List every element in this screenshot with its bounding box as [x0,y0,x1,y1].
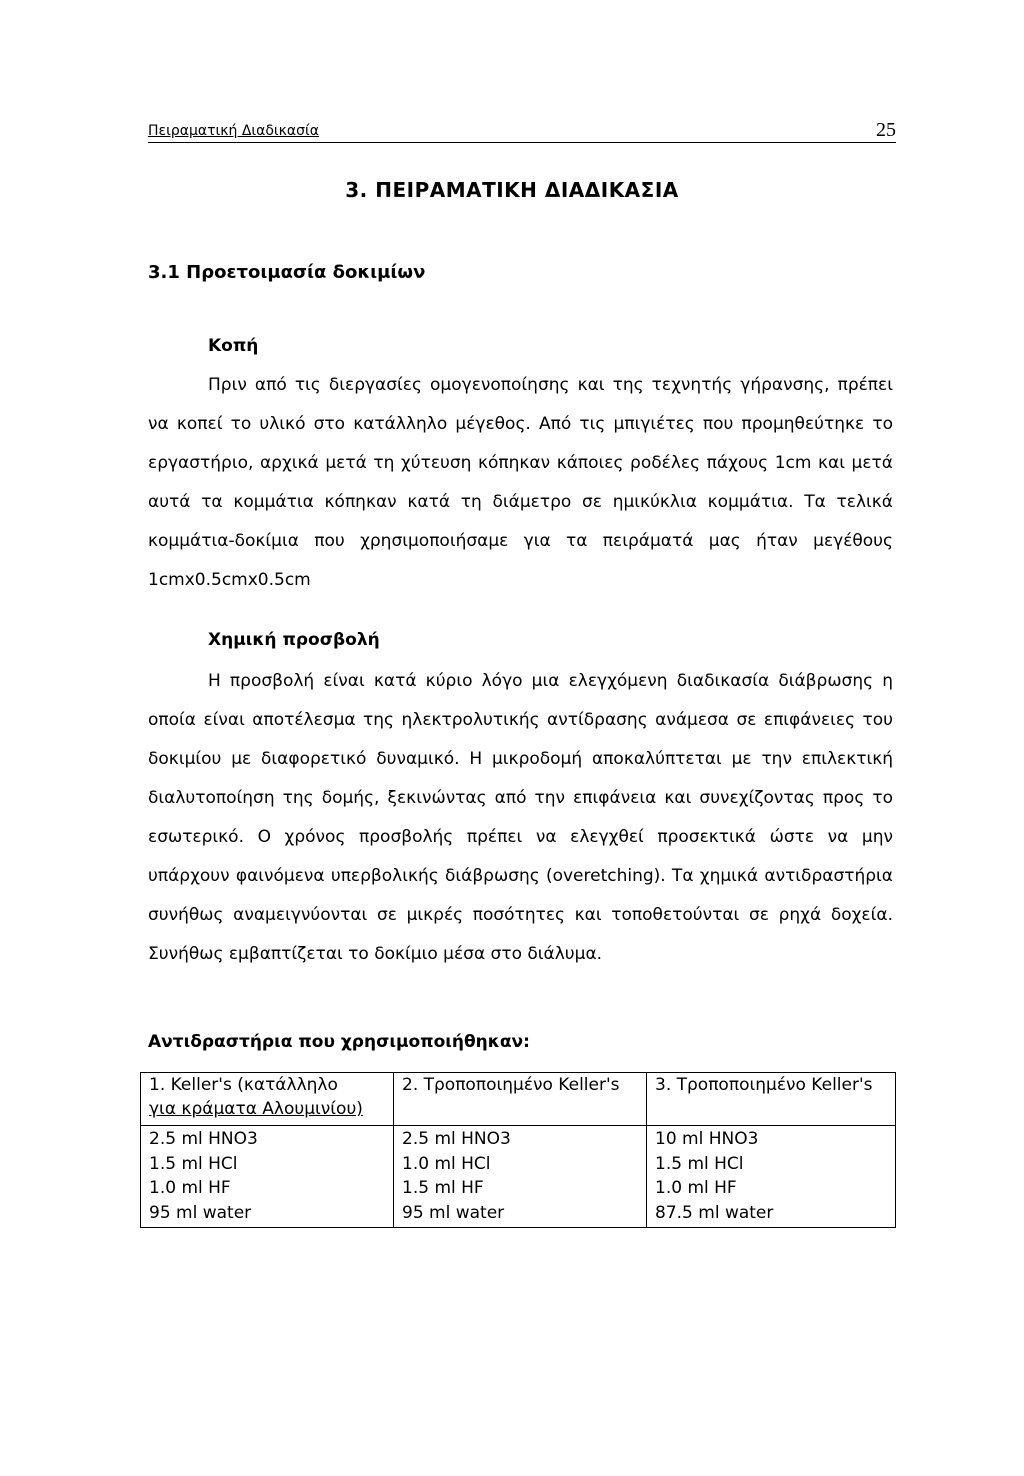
reagent-title-line: για κράματα Αλουμινίου) [149,1099,363,1119]
reagents-header-row [141,1073,896,1126]
reagents-items-row [141,1126,896,1228]
running-header [148,112,896,143]
cutting-paragraph-text: Πριν από τις διεργασίες ομογενοποίησης και της τεχνητής γήρανσης, πρέπει να κοπεί το υλικό στο κατάλληλο μέγεθος. Από τις μπιγιέτες που προμηθεύτηκε το εργαστήριο, αρχικά μετά τη χύτευση κόπηκαν κάποιες ροδέλες πάχους 1cm και μετά αυτά τα κομμάτια κόπηκαν κατά τη διάμετρο σε ημικύκλια κομμάτια. Τα τελικά κομμάτια-δοκίμια που χρησιμοποιήσαμε για τα πειράματά μας ήταν μεγέθους 1cmx0.5cmx0.5cm [148,375,893,590]
etching-heading: Χημική προσβολή [208,630,380,650]
reagent-title-line: 1. Keller's (κατάλληλο [149,1075,338,1095]
reagent-item: 10 ml HNO3 [655,1129,759,1149]
reagent-column-header [647,1073,896,1126]
reagents-heading: Αντιδραστήρια που χρησιμοποιήθηκαν: [148,1032,530,1052]
reagent-items-cell [647,1126,896,1228]
section-title: 3.1 Προετοιμασία δοκιμίων [148,262,426,283]
reagent-items-cell [141,1126,394,1228]
reagent-item: 87.5 ml water [655,1202,774,1223]
etching-paragraph-text: Η προσβολή είναι κατά κύριο λόγο μια ελεγχόμενη διαδικασία διάβρωσης η οποία είναι αποτέλεσμα της ηλεκτρολυτικής αντίδρασης ανάμεσα σε επιφάνειες του δοκιμίου με διαφορετικό δυναμικό. Η μικροδομή αποκαλύπτεται με την επιλεκτική διαλυτοποίηση της δομής, ξεκινώντας από την επιφάνεια και συνεχίζοντας προς το εσωτερικό. Ο χρόνος προσβολής πρέπει να ελεγχθεί προσεκτικά ώστε να μην υπάρχουν φαινόμενα υπερβολικής διάβρωσης (overetching). Τα χημικά αντιδραστήρια συνήθως αναμειγνύονται σε μικρές ποσότητες και τοποθετούνται σε ρηχά δοχεία. Συνήθως εμβαπτίζεται το δοκίμιο μέσα στο διάλυμα. [148,671,893,964]
reagent-item: 1.5 ml HCl [149,1153,238,1174]
reagent-item: 95 ml water [402,1202,505,1223]
reagent-items-cell [394,1126,647,1228]
reagent-title-line: 3. Τροποποιημένο Keller's [655,1075,873,1095]
reagent-item: 1.5 ml HCl [655,1153,744,1174]
reagent-item: 2.5 ml HNO3 [402,1129,511,1149]
chapter-title: 3. ΠΕΙΡΑΜΑΤΙΚΗ ΔΙΑΔΙΚΑΣΙΑ [345,178,679,202]
reagent-item: 2.5 ml HNO3 [149,1129,258,1149]
cutting-heading: Κοπή [208,336,259,356]
reagent-title-line: 2. Τροποποιημένο Keller's [402,1075,620,1095]
running-title: Πειραματική Διαδικασία [148,123,319,139]
reagent-column-header [141,1073,394,1126]
reagent-item: 95 ml water [149,1202,252,1223]
reagent-item: 1.0 ml HCl [402,1153,491,1174]
reagent-column-header [394,1073,647,1126]
page-number: 25 [876,119,896,141]
cutting-paragraph [148,366,893,600]
etching-paragraph [148,662,893,974]
reagents-table [140,1072,896,1228]
reagent-item: 1.0 ml HF [149,1178,231,1198]
reagent-item: 1.5 ml HF [402,1178,484,1198]
reagent-item: 1.0 ml HF [655,1178,737,1198]
